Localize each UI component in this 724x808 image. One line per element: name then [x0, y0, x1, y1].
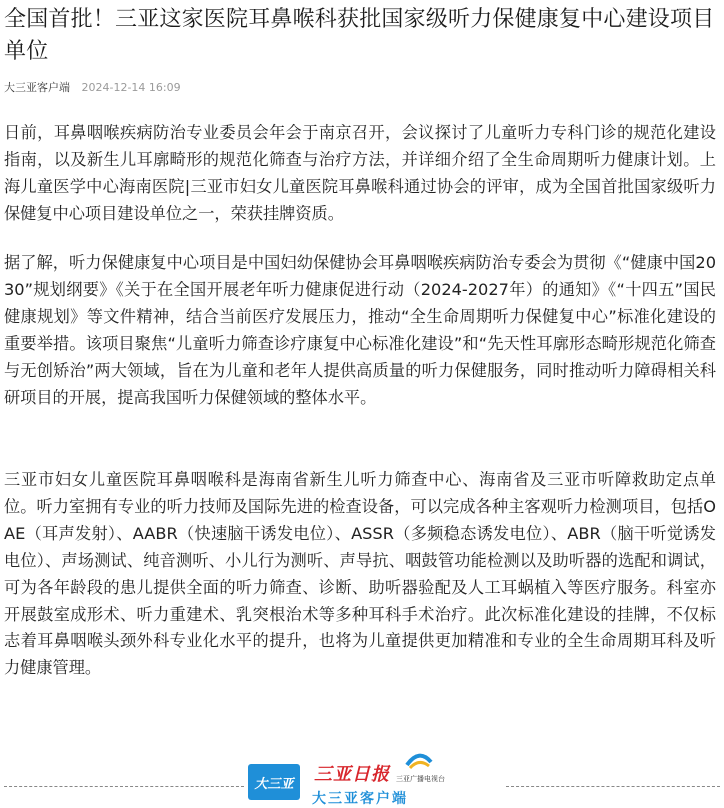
- footer-branding: [0, 750, 724, 807]
- article-paragraph-2: 据了解，听力保健康复中心项目是中国妇幼保健协会耳鼻咽喉疾病防治专委会为贯彻《“健康中国2030”规划纲要》《关于在全国开展老年听力健康促进行动（2024-2027年）的通知》《“十四五”国民健康规划》等文件精神，结合当前医疗发展压力，推动“全生命周期听力保健复中心”标准化建设的重要举措。该项目聚焦“儿童听力筛查诊疗康复中心标准化建设”和“先天性耳廓形态畸形规范化筛查与无创矫治”两大领域，旨在为儿童和老年人提供高质量的听力保健服务，同时推动听力障碍相关科研项目的开展，提高我国听力保健领域的整体水平。: [4, 253, 716, 407]
- broadcast-logo-icon: [404, 750, 434, 772]
- article-source[interactable]: 大三亚客户端: [4, 81, 70, 94]
- broadcast-label: 三亚广播电视台: [396, 775, 445, 783]
- sanya-daily-logo: 三亚日报: [314, 764, 390, 785]
- article-paragraph-3: 三亚市妇女儿童医院耳鼻咽喉科是海南省新生儿听力筛查中心、海南省及三亚市听障救助定点单位。听力室拥有专业的听力技师及国际先进的检查设备，可以完成各种主客观听力检测项目，包括OAE（耳声发射）、AABR（快速脑干诱发电位）、ASSR（多频稳态诱发电位）、ABR（脑干听觉诱发电位）、声场测试、纯音测听、小儿行为测听、声导抗、咽鼓管功能检测以及助听器的选配和调试，可为各年龄段的患儿提供全面的听力筛查、诊断、助听器验配及人工耳蜗植入等医疗服务。科室亦开展鼓室成形术、听力重建术、乳突根治术等多种耳科手术治疗。此次标准化建设的挂牌，不仅标志着耳鼻咽喉头颈外科专业化水平的提升，也将为儿童提供更加精准和专业的全生命周期耳科及听力健康管理。: [4, 470, 716, 678]
- divider-right: [506, 786, 720, 787]
- divider-left: [4, 786, 244, 787]
- article-time: 2024-12-14 16:09: [81, 81, 181, 94]
- article-title: 全国首批！三亚这家医院耳鼻喉科获批国家级听力保健康复中心建设项目单位: [4, 7, 715, 64]
- article-paragraph-1: 日前，耳鼻咽喉疾病防治专业委员会年会于南京召开，会议探讨了儿童听力专科门诊的规范化建设指南，以及新生儿耳廓畸形的规范化筛查与治疗方法，并详细介绍了全生命周期听力健康计划。上海儿童医学中心海南医院|三亚市妇女儿童医院耳鼻喉科通过协会的评审，成为全国首批国家级听力保健复中心项目建设单位之一，荣获挂牌资质。: [4, 123, 716, 223]
- article-meta: [4, 80, 181, 96]
- client-label: 大三亚客户端: [312, 791, 408, 807]
- da-sanya-logo: 大三亚: [248, 764, 300, 800]
